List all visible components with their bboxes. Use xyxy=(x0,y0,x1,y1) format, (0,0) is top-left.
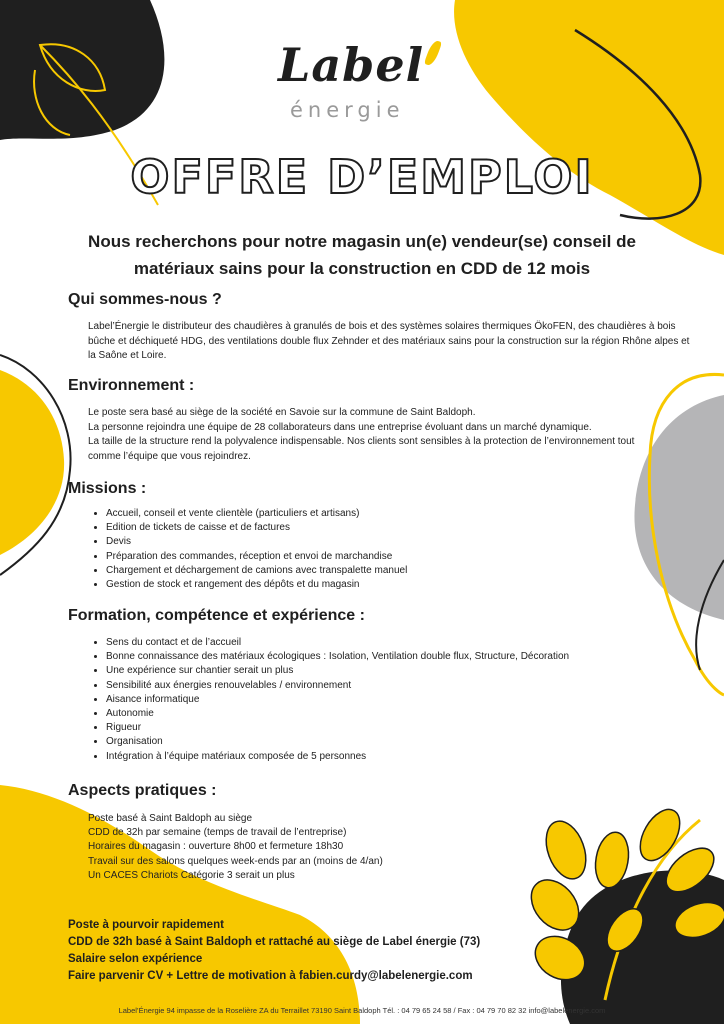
list-item: • Sensibilité aux énergies renouvelables / environnement xyxy=(106,679,706,693)
section-title-who: Qui sommes-nous ? xyxy=(68,291,222,308)
list-item: • Edition de tickets de caisse et de factures xyxy=(106,521,706,535)
list-item: • Chargement et déchargement de camions avec transpalette manuel xyxy=(106,564,706,578)
who-paragraph xyxy=(88,320,700,364)
section-title-environment: Environnement : xyxy=(68,377,195,394)
list-item: • Devis xyxy=(106,535,706,549)
skills-list xyxy=(88,636,706,764)
list-item: • Sens du contact et de l’accueil xyxy=(106,636,706,650)
list-item: • Aisance informatique xyxy=(106,693,706,707)
summary-line: Poste à pourvoir rapidement xyxy=(68,919,224,931)
subtitle-line-2: matériaux sains pour la construction en CDD de 12 mois xyxy=(133,259,591,278)
list-item: • Gestion de stock et rangement des dépôts et du magasin xyxy=(106,578,706,592)
job-subtitle xyxy=(70,228,654,282)
application-summary xyxy=(68,917,480,985)
list-item: • Autonomie xyxy=(106,707,706,721)
list-item: • Une expérience sur chantier serait un plus xyxy=(106,664,706,678)
summary-line: Salaire selon expérience xyxy=(68,953,203,965)
list-item: • Bonne connaissance des matériaux écologiques : Isolation, Ventilation double flux, Structure, Décoration xyxy=(106,650,706,664)
practical-lines xyxy=(88,812,383,883)
practical-line: Un CACES Chariots Catégorie 3 serait un plus xyxy=(88,869,295,881)
subtitle-line-1: Nous recherchons pour notre magasin un(e) vendeur(se) conseil de xyxy=(88,232,636,251)
environment-paragraph xyxy=(88,406,648,464)
section-title-missions: Missions : xyxy=(68,480,147,497)
practical-line: CDD de 32h par semaine (temps de travail de l’entreprise) xyxy=(88,827,347,839)
summary-line: CDD de 32h basé à Saint Baldoph et rattaché au siège de Label énergie (73) xyxy=(68,936,481,948)
list-item: • Accueil, conseil et vente clientèle (particuliers et artisans) xyxy=(106,507,706,521)
section-title-skills: Formation, compétence et expérience : xyxy=(68,607,365,624)
environment-line: La personne rejoindra une équipe de 28 collaborateurs dans une entreprise évoluant dans un marché dynamique. xyxy=(88,421,592,433)
summary-line: Faire parvenir CV + Lettre de motivation à fabien.curdy@labelenergie.com xyxy=(68,970,473,982)
list-item: • Intégration à l’équipe matériaux composée de 5 personnes xyxy=(106,750,706,764)
logo-accent-mark xyxy=(424,39,442,67)
missions-list xyxy=(88,507,706,592)
list-item: • Préparation des commandes, réception et envoi de marchandise xyxy=(106,550,706,564)
who-text: Label’Énergie le distributeur des chaudières à granulés de bois et des systèmes solaires thermiques ÖkoFEN, des chaudières à bois bûche et déchiqueté HDG, des ventilations double flux Zehnder et des matériaux sains pour la construction sur la région Rhône alpes et la Saône et Loire. xyxy=(88,321,690,361)
practical-line: Poste basé à Saint Baldoph au siège xyxy=(88,813,253,824)
logo-energie-text: énergie xyxy=(290,98,405,122)
environment-line: La taille de la structure rend la polyvalence indispensable. Nos clients sont sensibles à la protection de l’environnement tout comme l’équipe que vous rejoindrez. xyxy=(88,436,635,462)
environment-line: Le poste sera basé au siège de la société en Savoie sur la commune de Saint Baldoph. xyxy=(88,407,476,418)
practical-line: Travail sur des salons quelques week-ends par an (moins de 4/an) xyxy=(88,855,383,867)
page-title: OFFRE D’EMPLOI xyxy=(130,150,594,204)
logo-label-text: Label xyxy=(278,38,425,92)
list-item: • Rigueur xyxy=(106,721,706,735)
section-title-practical: Aspects pratiques : xyxy=(68,782,217,799)
list-item: • Organisation xyxy=(106,735,706,749)
footer-contact: Label’Énergie 94 impasse de la Roselière ZA du Terraillet 73190 Saint Baldoph Tél. : 04 79 65 24 58 / Fax : 04 79 70 82 32 info@labelenergie.com xyxy=(118,1006,606,1015)
brand-logo xyxy=(278,38,458,130)
practical-line: Horaires du magasin : ouverture 8h00 et fermeture 18h30 xyxy=(88,841,344,853)
